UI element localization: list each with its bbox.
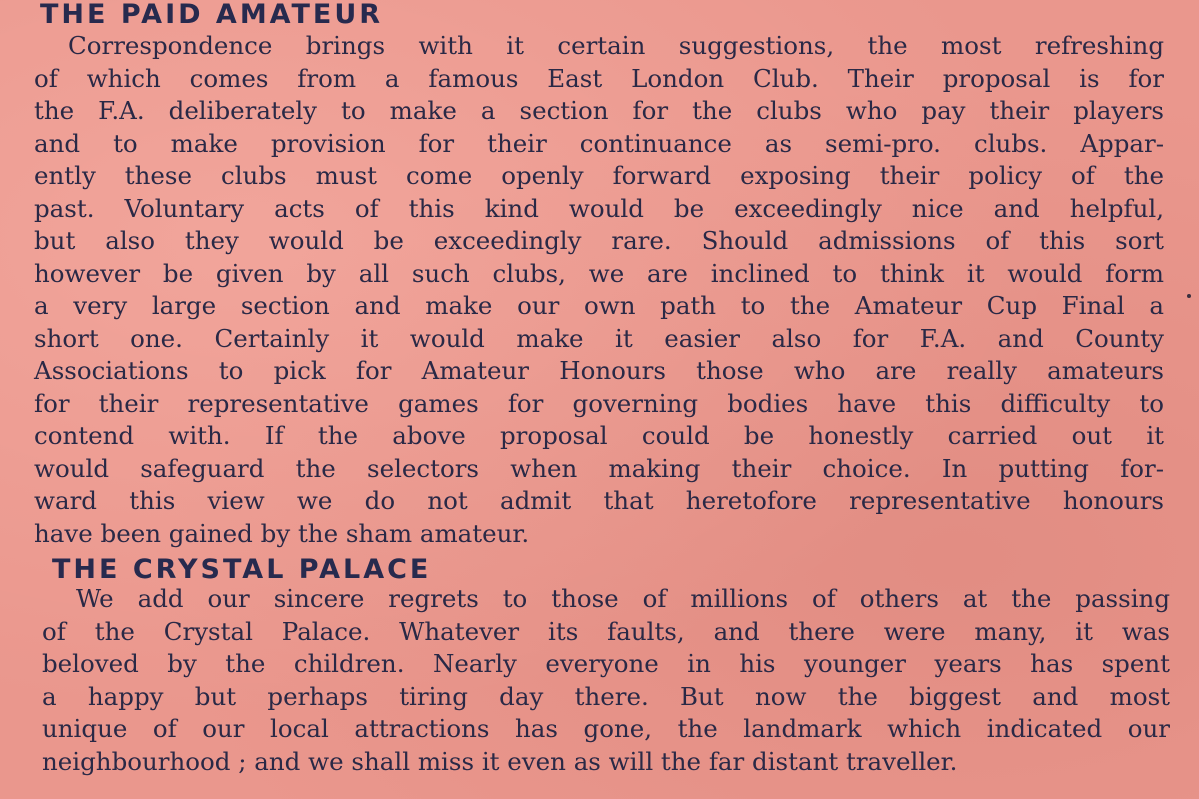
text-line: unique of our local attractions has gone, the landmark which indicated our bbox=[42, 714, 1170, 743]
text-line: and to make provision for their continuance as semi-pro. clubs. Appar- bbox=[34, 128, 1164, 158]
section-heading-crystal-palace: THE CRYSTAL PALACE bbox=[52, 554, 432, 585]
text-line: the F.A. deliberately to make a section for the clubs who pay their players bbox=[34, 96, 1164, 125]
text-line: for their representative games for governing bodies have this difficulty to bbox=[34, 388, 1164, 418]
text-line: ward this view we do not admit that heretofore representative honours bbox=[34, 486, 1164, 515]
text-line: have been gained by the sham amateur. bbox=[34, 518, 530, 548]
section-heading-paid-amateur: THE PAID AMATEUR bbox=[40, 0, 384, 30]
text-line: beloved by the children. Nearly everyone in his younger years has spent bbox=[42, 649, 1170, 678]
text-line: would safeguard the selectors when making their choice. In putting for- bbox=[34, 453, 1164, 483]
text-line: of which comes from a famous East London Club. Their proposal is for bbox=[34, 63, 1164, 93]
ink-speck bbox=[1187, 294, 1191, 298]
text-line: however be given by all such clubs, we are inclined to think it would form bbox=[34, 258, 1164, 288]
text-line: a very large section and make our own path to the Amateur Cup Final a bbox=[34, 291, 1164, 320]
paragraph-paid-amateur bbox=[34, 30, 1164, 550]
text-line: Associations to pick for Amateur Honours those who are really amateurs bbox=[34, 356, 1164, 385]
text-line: a happy but perhaps tiring day there. But now the biggest and most bbox=[42, 681, 1170, 711]
text-line: of the Crystal Palace. Whatever its faults, and there were many, it was bbox=[42, 616, 1170, 646]
text-line: We add our sincere regrets to those of millions of others at the passing bbox=[76, 584, 1170, 613]
text-line: neighbourhood ; and we shall miss it even as will the far distant traveller. bbox=[42, 746, 958, 776]
text-line: but also they would be exceedingly rare. Should admissions of this sort bbox=[34, 226, 1164, 255]
text-line: Correspondence brings with it certain suggestions, the most refreshing bbox=[68, 31, 1164, 60]
text-line: ently these clubs must come openly forward exposing their policy of the bbox=[34, 161, 1164, 190]
paragraph-crystal-palace bbox=[42, 583, 1170, 778]
text-line: short one. Certainly it would make it easier also for F.A. and County bbox=[34, 323, 1164, 353]
text-line: contend with. If the above proposal could be honestly carried out it bbox=[34, 421, 1164, 450]
text-line: past. Voluntary acts of this kind would be exceedingly nice and helpful, bbox=[34, 193, 1164, 223]
